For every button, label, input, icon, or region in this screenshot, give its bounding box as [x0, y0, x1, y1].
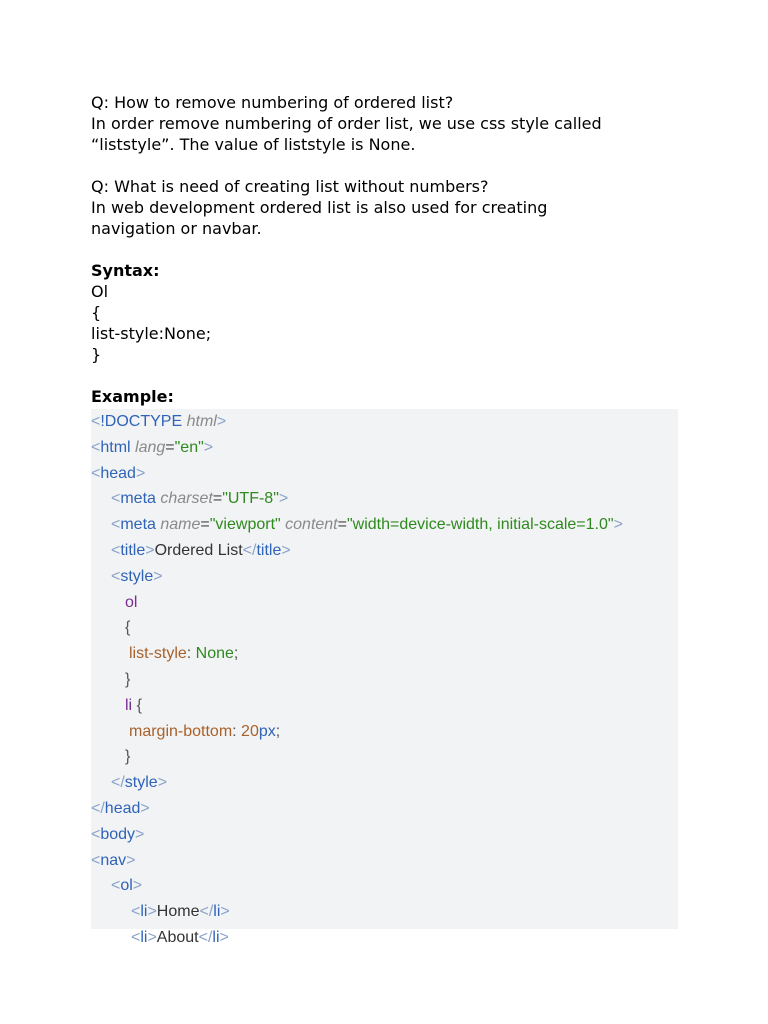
code-line-doctype: <!DOCTYPE html> — [91, 413, 227, 430]
code-line-body-open: <body> — [91, 825, 145, 843]
syntax-line-3: list-style:None; — [91, 324, 212, 343]
question-2: Q: What is need of creating list without numbers? — [91, 177, 489, 196]
code-line-close-brace: } — [125, 748, 131, 766]
syntax-heading: Syntax: — [91, 261, 160, 280]
syntax-line-4: } — [91, 345, 102, 364]
code-line-li-about: <li>About</li> — [131, 928, 229, 946]
answer-1-line-2: “liststyle”. The value of liststyle is None. — [91, 135, 416, 154]
code-line-margin-bottom: margin-bottom: 20px; — [129, 722, 281, 740]
code-line-ol-selector: ol — [125, 593, 138, 611]
code-block — [91, 409, 678, 946]
document-page — [91, 92, 691, 407]
code-line-nav-open: <nav> — [91, 851, 136, 869]
syntax-line-1: Ol — [91, 282, 109, 301]
code-line-style-close: </style> — [111, 774, 168, 792]
code-line-title: <title>Ordered List</title> — [111, 541, 291, 559]
code-line-li-selector: li { — [125, 696, 142, 714]
code-line-html-open: <html lang="en"> — [91, 438, 214, 456]
question-1: Q: How to remove numbering of ordered list? — [91, 93, 454, 112]
spacer — [91, 239, 691, 260]
code-line-style-open: <style> — [111, 567, 163, 585]
code-line-open-brace: { — [125, 619, 131, 637]
code-line-ol-open: <ol> — [111, 877, 143, 895]
syntax-line-2: { — [91, 303, 102, 322]
spacer — [91, 365, 691, 386]
code-line-head-open: <head> — [91, 464, 146, 482]
code-line-list-style: list-style: None; — [129, 645, 239, 663]
code-line-li-home: <li>Home</li> — [131, 903, 230, 921]
answer-2-line-2: navigation or navbar. — [91, 219, 262, 238]
code-line-close-brace: } — [125, 670, 131, 688]
code-line-meta-viewport: <meta name="viewport" content="width=device-width, initial-scale=1.0"> — [111, 516, 623, 534]
code-line-meta-charset: <meta charset="UTF-8"> — [111, 490, 289, 508]
answer-2-line-1: In web development ordered list is also used for creating — [91, 198, 548, 217]
spacer — [91, 155, 691, 176]
answer-1-line-1: In order remove numbering of order list, we use css style called — [91, 114, 602, 133]
code-line-head-close: </head> — [91, 799, 150, 817]
example-heading: Example: — [91, 387, 174, 406]
